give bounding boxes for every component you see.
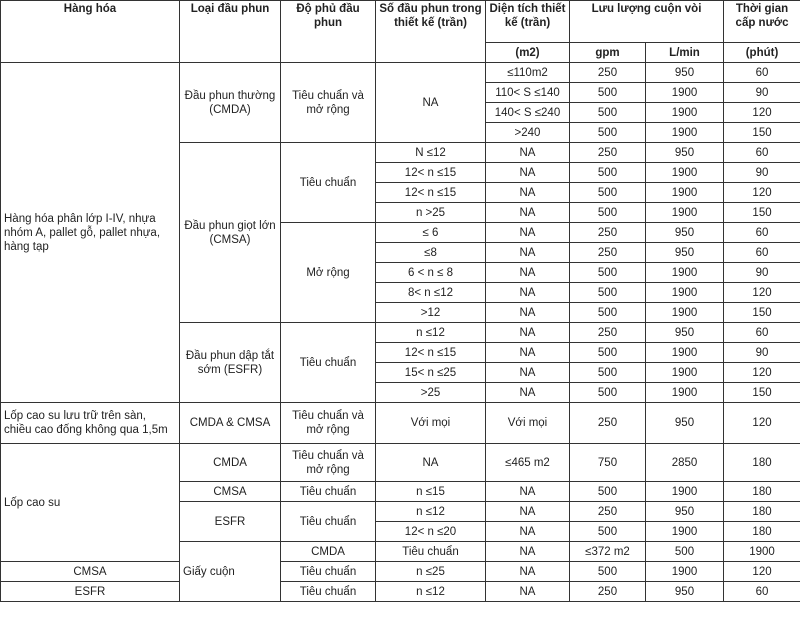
- count-cell: NA: [486, 542, 570, 562]
- coverage-cell: Tiêu chuẩn: [281, 502, 376, 542]
- area-cell: NA: [486, 383, 570, 403]
- coverage-cell: Tiêu chuẩn: [281, 482, 376, 502]
- lmin-cell: 1900: [646, 482, 724, 502]
- unit-gpm: gpm: [570, 43, 646, 63]
- unit-lmin: L/min: [646, 43, 724, 63]
- time-cell: 60: [724, 223, 800, 243]
- time-cell: 90: [724, 163, 800, 183]
- lmin-cell: 1900: [646, 363, 724, 383]
- gpm-cell: 500: [646, 542, 724, 562]
- count-cell: n ≤12: [376, 582, 486, 602]
- area-cell: NA: [486, 243, 570, 263]
- gpm-cell: 250: [570, 143, 646, 163]
- count-cell: n ≤25: [376, 562, 486, 582]
- coverage-cell: Tiêu chuẩn: [281, 323, 376, 403]
- group-tires-floor: Lốp cao su lưu trữ trên sàn, chiều cao đống không qua 1,5m: [1, 403, 180, 444]
- gpm-cell: 250: [570, 243, 646, 263]
- area-cell: NA: [486, 502, 570, 522]
- time-cell: 150: [724, 303, 800, 323]
- count-cell: 12< n ≤15: [376, 183, 486, 203]
- type-cell: ESFR: [1, 582, 180, 602]
- gpm-cell: 250: [570, 63, 646, 83]
- gpm-cell: 500: [570, 263, 646, 283]
- header-hose-flow: Lưu lượng cuộn vòi: [570, 1, 724, 43]
- table-row: [1, 63, 800, 83]
- time-cell: 180: [724, 444, 800, 482]
- gpm-cell: 500: [570, 203, 646, 223]
- area-cell: 140< S ≤240: [486, 103, 570, 123]
- time-cell: 120: [724, 103, 800, 123]
- header-nozzle-type: Loại đầu phun: [180, 1, 281, 63]
- count-cell: >12: [376, 303, 486, 323]
- type-cell: CMDA & CMSA: [180, 403, 281, 444]
- area-cell: Với mọi: [486, 403, 570, 444]
- count-cell: N ≤12: [376, 143, 486, 163]
- count-cell: Với mọi: [376, 403, 486, 444]
- count-cell: >25: [376, 383, 486, 403]
- gpm-cell: 500: [570, 522, 646, 542]
- gpm-cell: 500: [570, 303, 646, 323]
- lmin-cell: 1900: [646, 283, 724, 303]
- gpm-cell: 500: [570, 183, 646, 203]
- area-cell: NA: [486, 283, 570, 303]
- area-cell: NA: [486, 303, 570, 323]
- lmin-cell: 1900: [646, 263, 724, 283]
- time-cell: 120: [724, 183, 800, 203]
- area-cell: NA: [486, 482, 570, 502]
- time-cell: 150: [724, 203, 800, 223]
- gpm-cell: 250: [570, 223, 646, 243]
- count-cell: 12< n ≤20: [376, 522, 486, 542]
- area-cell: NA: [486, 203, 570, 223]
- lmin-cell: 1900: [646, 383, 724, 403]
- lmin-cell: 1900: [646, 203, 724, 223]
- header-coverage: Độ phủ đầu phun: [281, 1, 376, 63]
- group-tires: Lốp cao su: [1, 444, 180, 562]
- gpm-cell: 500: [570, 383, 646, 403]
- time-cell: 120: [724, 403, 800, 444]
- table-row: [1, 582, 800, 602]
- lmin-cell: 950: [646, 223, 724, 243]
- area-cell: NA: [486, 363, 570, 383]
- count-cell: 8< n ≤12: [376, 283, 486, 303]
- gpm-cell: 500: [570, 103, 646, 123]
- gpm-cell: 500: [570, 163, 646, 183]
- coverage-cell: Tiêu chuẩn: [281, 143, 376, 223]
- type-cell: CMSA: [1, 562, 180, 582]
- table-row: [1, 444, 800, 482]
- coverage-cell: Tiêu chuẩn và mở rộng: [281, 403, 376, 444]
- time-cell: 90: [724, 83, 800, 103]
- header-goods: Hàng hóa: [1, 1, 180, 63]
- count-cell: n ≤12: [376, 502, 486, 522]
- count-cell: 15< n ≤25: [376, 363, 486, 383]
- lmin-cell: 1900: [646, 103, 724, 123]
- lmin-cell: 1900: [646, 183, 724, 203]
- time-cell: 180: [724, 522, 800, 542]
- lmin-cell: 1900: [646, 123, 724, 143]
- area-cell: NA: [486, 163, 570, 183]
- area-cell: NA: [486, 522, 570, 542]
- gpm-cell: 250: [570, 502, 646, 522]
- count-cell: ≤8: [376, 243, 486, 263]
- coverage-cell: Tiêu chuẩn và mở rộng: [281, 444, 376, 482]
- gpm-cell: 250: [570, 323, 646, 343]
- time-cell: 90: [724, 343, 800, 363]
- area-cell: NA: [486, 343, 570, 363]
- lmin-cell: 950: [646, 582, 724, 602]
- count-cell: 6 < n ≤ 8: [376, 263, 486, 283]
- time-cell: 60: [724, 243, 800, 263]
- gpm-cell: 500: [570, 283, 646, 303]
- lmin-cell: 2850: [646, 444, 724, 482]
- time-cell: 150: [724, 123, 800, 143]
- time-cell: 60: [724, 143, 800, 163]
- lmin-cell: 950: [646, 323, 724, 343]
- table-row: [1, 403, 800, 444]
- area-cell: ≤372 m2: [570, 542, 646, 562]
- area-cell: >240: [486, 123, 570, 143]
- area-cell: NA: [486, 323, 570, 343]
- lmin-cell: 1900: [646, 522, 724, 542]
- time-cell: 60: [724, 323, 800, 343]
- time-cell: 60: [724, 582, 800, 602]
- unit-minutes: (phút): [724, 43, 800, 63]
- time-cell: 120: [724, 562, 800, 582]
- coverage-cell: Tiêu chuẩn: [376, 542, 486, 562]
- type-cell: Đầu phun giọt lớn (CMSA): [180, 143, 281, 323]
- type-cell: CMDA: [281, 542, 376, 562]
- lmin-cell: 1900: [646, 343, 724, 363]
- area-cell: NA: [486, 143, 570, 163]
- header-supply-time: Thời gian cấp nước: [724, 1, 800, 43]
- lmin-cell: 1900: [646, 83, 724, 103]
- coverage-cell: Tiêu chuẩn: [281, 582, 376, 602]
- time-cell: 180: [724, 482, 800, 502]
- time-cell: 90: [724, 263, 800, 283]
- gpm-cell: 500: [570, 363, 646, 383]
- type-cell: Đầu phun dập tắt sớm (ESFR): [180, 323, 281, 403]
- coverage-cell: Tiêu chuẩn: [281, 562, 376, 582]
- time-cell: 120: [724, 283, 800, 303]
- count-cell: NA: [376, 444, 486, 482]
- header-nozzle-count: Số đầu phun trong thiết kế (trần): [376, 1, 486, 63]
- lmin-cell: 950: [646, 143, 724, 163]
- header-design-area: Diện tích thiết kế (trần): [486, 1, 570, 43]
- gpm-cell: 500: [570, 343, 646, 363]
- area-cell: NA: [486, 582, 570, 602]
- type-cell: ESFR: [180, 502, 281, 542]
- time-cell: 180: [724, 502, 800, 522]
- lmin-cell: 1900: [646, 562, 724, 582]
- lmin-cell: 1900: [724, 542, 800, 562]
- table-row: [1, 562, 800, 582]
- time-cell: 150: [724, 383, 800, 403]
- area-cell: NA: [486, 223, 570, 243]
- count-cell: n ≤12: [376, 323, 486, 343]
- lmin-cell: 950: [646, 403, 724, 444]
- type-cell: CMDA: [180, 444, 281, 482]
- lmin-cell: 950: [646, 63, 724, 83]
- lmin-cell: 950: [646, 502, 724, 522]
- unit-area: (m2): [486, 43, 570, 63]
- gpm-cell: 500: [570, 482, 646, 502]
- count-cell: 12< n ≤15: [376, 163, 486, 183]
- area-cell: NA: [486, 183, 570, 203]
- gpm-cell: 500: [570, 83, 646, 103]
- coverage-cell: Mở rộng: [281, 223, 376, 323]
- lmin-cell: 1900: [646, 163, 724, 183]
- area-cell: NA: [486, 263, 570, 283]
- area-cell: 110< S ≤140: [486, 83, 570, 103]
- count-cell: n >25: [376, 203, 486, 223]
- gpm-cell: 250: [570, 403, 646, 444]
- type-cell: CMSA: [180, 482, 281, 502]
- group-paper: Giấy cuộn: [180, 542, 281, 602]
- gpm-cell: 500: [570, 562, 646, 582]
- coverage-cell: Tiêu chuẩn và mở rộng: [281, 63, 376, 143]
- time-cell: 60: [724, 63, 800, 83]
- lmin-cell: 1900: [646, 303, 724, 323]
- gpm-cell: 500: [570, 123, 646, 143]
- gpm-cell: 750: [570, 444, 646, 482]
- count-cell: ≤ 6: [376, 223, 486, 243]
- count-cell: 12< n ≤15: [376, 343, 486, 363]
- lmin-cell: 950: [646, 243, 724, 263]
- gpm-cell: 250: [570, 582, 646, 602]
- area-cell: ≤110m2: [486, 63, 570, 83]
- type-cell: Đầu phun thường (CMDA): [180, 63, 281, 143]
- time-cell: 120: [724, 363, 800, 383]
- area-cell: ≤465 m2: [486, 444, 570, 482]
- count-cell: n ≤15: [376, 482, 486, 502]
- area-cell: NA: [486, 562, 570, 582]
- group-class: Hàng hóa phân lớp I-IV, nhựa nhóm A, pallet gỗ, pallet nhựa, hàng tạp: [1, 63, 180, 403]
- count-cell: NA: [376, 63, 486, 143]
